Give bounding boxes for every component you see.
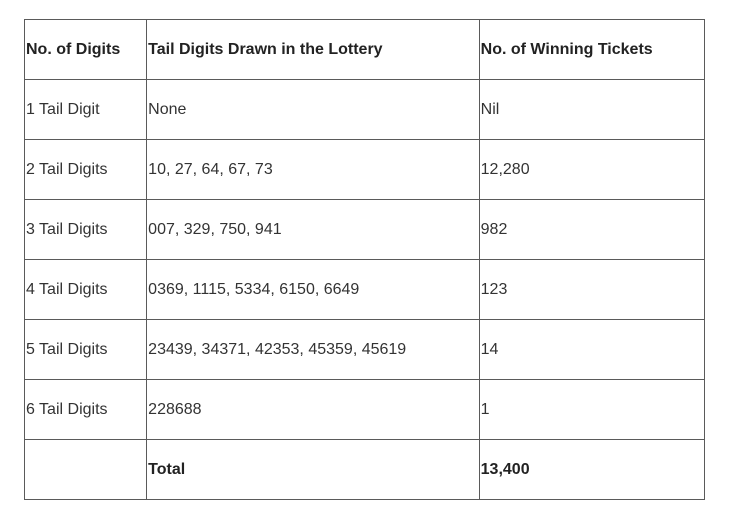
winning-tickets-cell: 123 (479, 260, 704, 320)
winning-tickets-cell: Nil (479, 80, 704, 140)
header-tail-digits-drawn: Tail Digits Drawn in the Lottery (147, 20, 479, 80)
digits-cell: 3 Tail Digits (25, 200, 147, 260)
header-no-of-digits: No. of Digits (25, 20, 147, 80)
total-winning-tickets: 13,400 (479, 440, 704, 500)
winning-tickets-cell: 1 (479, 380, 704, 440)
table-row (25, 140, 705, 200)
table-row (25, 200, 705, 260)
digits-cell: 2 Tail Digits (25, 140, 147, 200)
digits-cell: 6 Tail Digits (25, 380, 147, 440)
table-total-row (25, 440, 705, 500)
winning-tickets-cell: 14 (479, 320, 704, 380)
tail-digits-cell: 007, 329, 750, 941 (147, 200, 479, 260)
total-empty-cell (25, 440, 147, 500)
tail-digits-cell: 228688 (147, 380, 479, 440)
tail-digits-cell: None (147, 80, 479, 140)
table-row (25, 320, 705, 380)
winning-tickets-cell: 12,280 (479, 140, 704, 200)
tail-digits-cell: 10, 27, 64, 67, 73 (147, 140, 479, 200)
tail-digits-cell: 23439, 34371, 42353, 45359, 45619 (147, 320, 479, 380)
table-row (25, 260, 705, 320)
winning-tickets-cell: 982 (479, 200, 704, 260)
digits-cell: 1 Tail Digit (25, 80, 147, 140)
table-row (25, 80, 705, 140)
total-label: Total (147, 440, 479, 500)
table-row (25, 380, 705, 440)
digits-cell: 4 Tail Digits (25, 260, 147, 320)
table-header-row (25, 20, 705, 80)
digits-cell: 5 Tail Digits (25, 320, 147, 380)
lottery-results-table (24, 19, 705, 500)
tail-digits-cell: 0369, 1115, 5334, 6150, 6649 (147, 260, 479, 320)
header-no-of-winning-tickets: No. of Winning Tickets (479, 20, 704, 80)
